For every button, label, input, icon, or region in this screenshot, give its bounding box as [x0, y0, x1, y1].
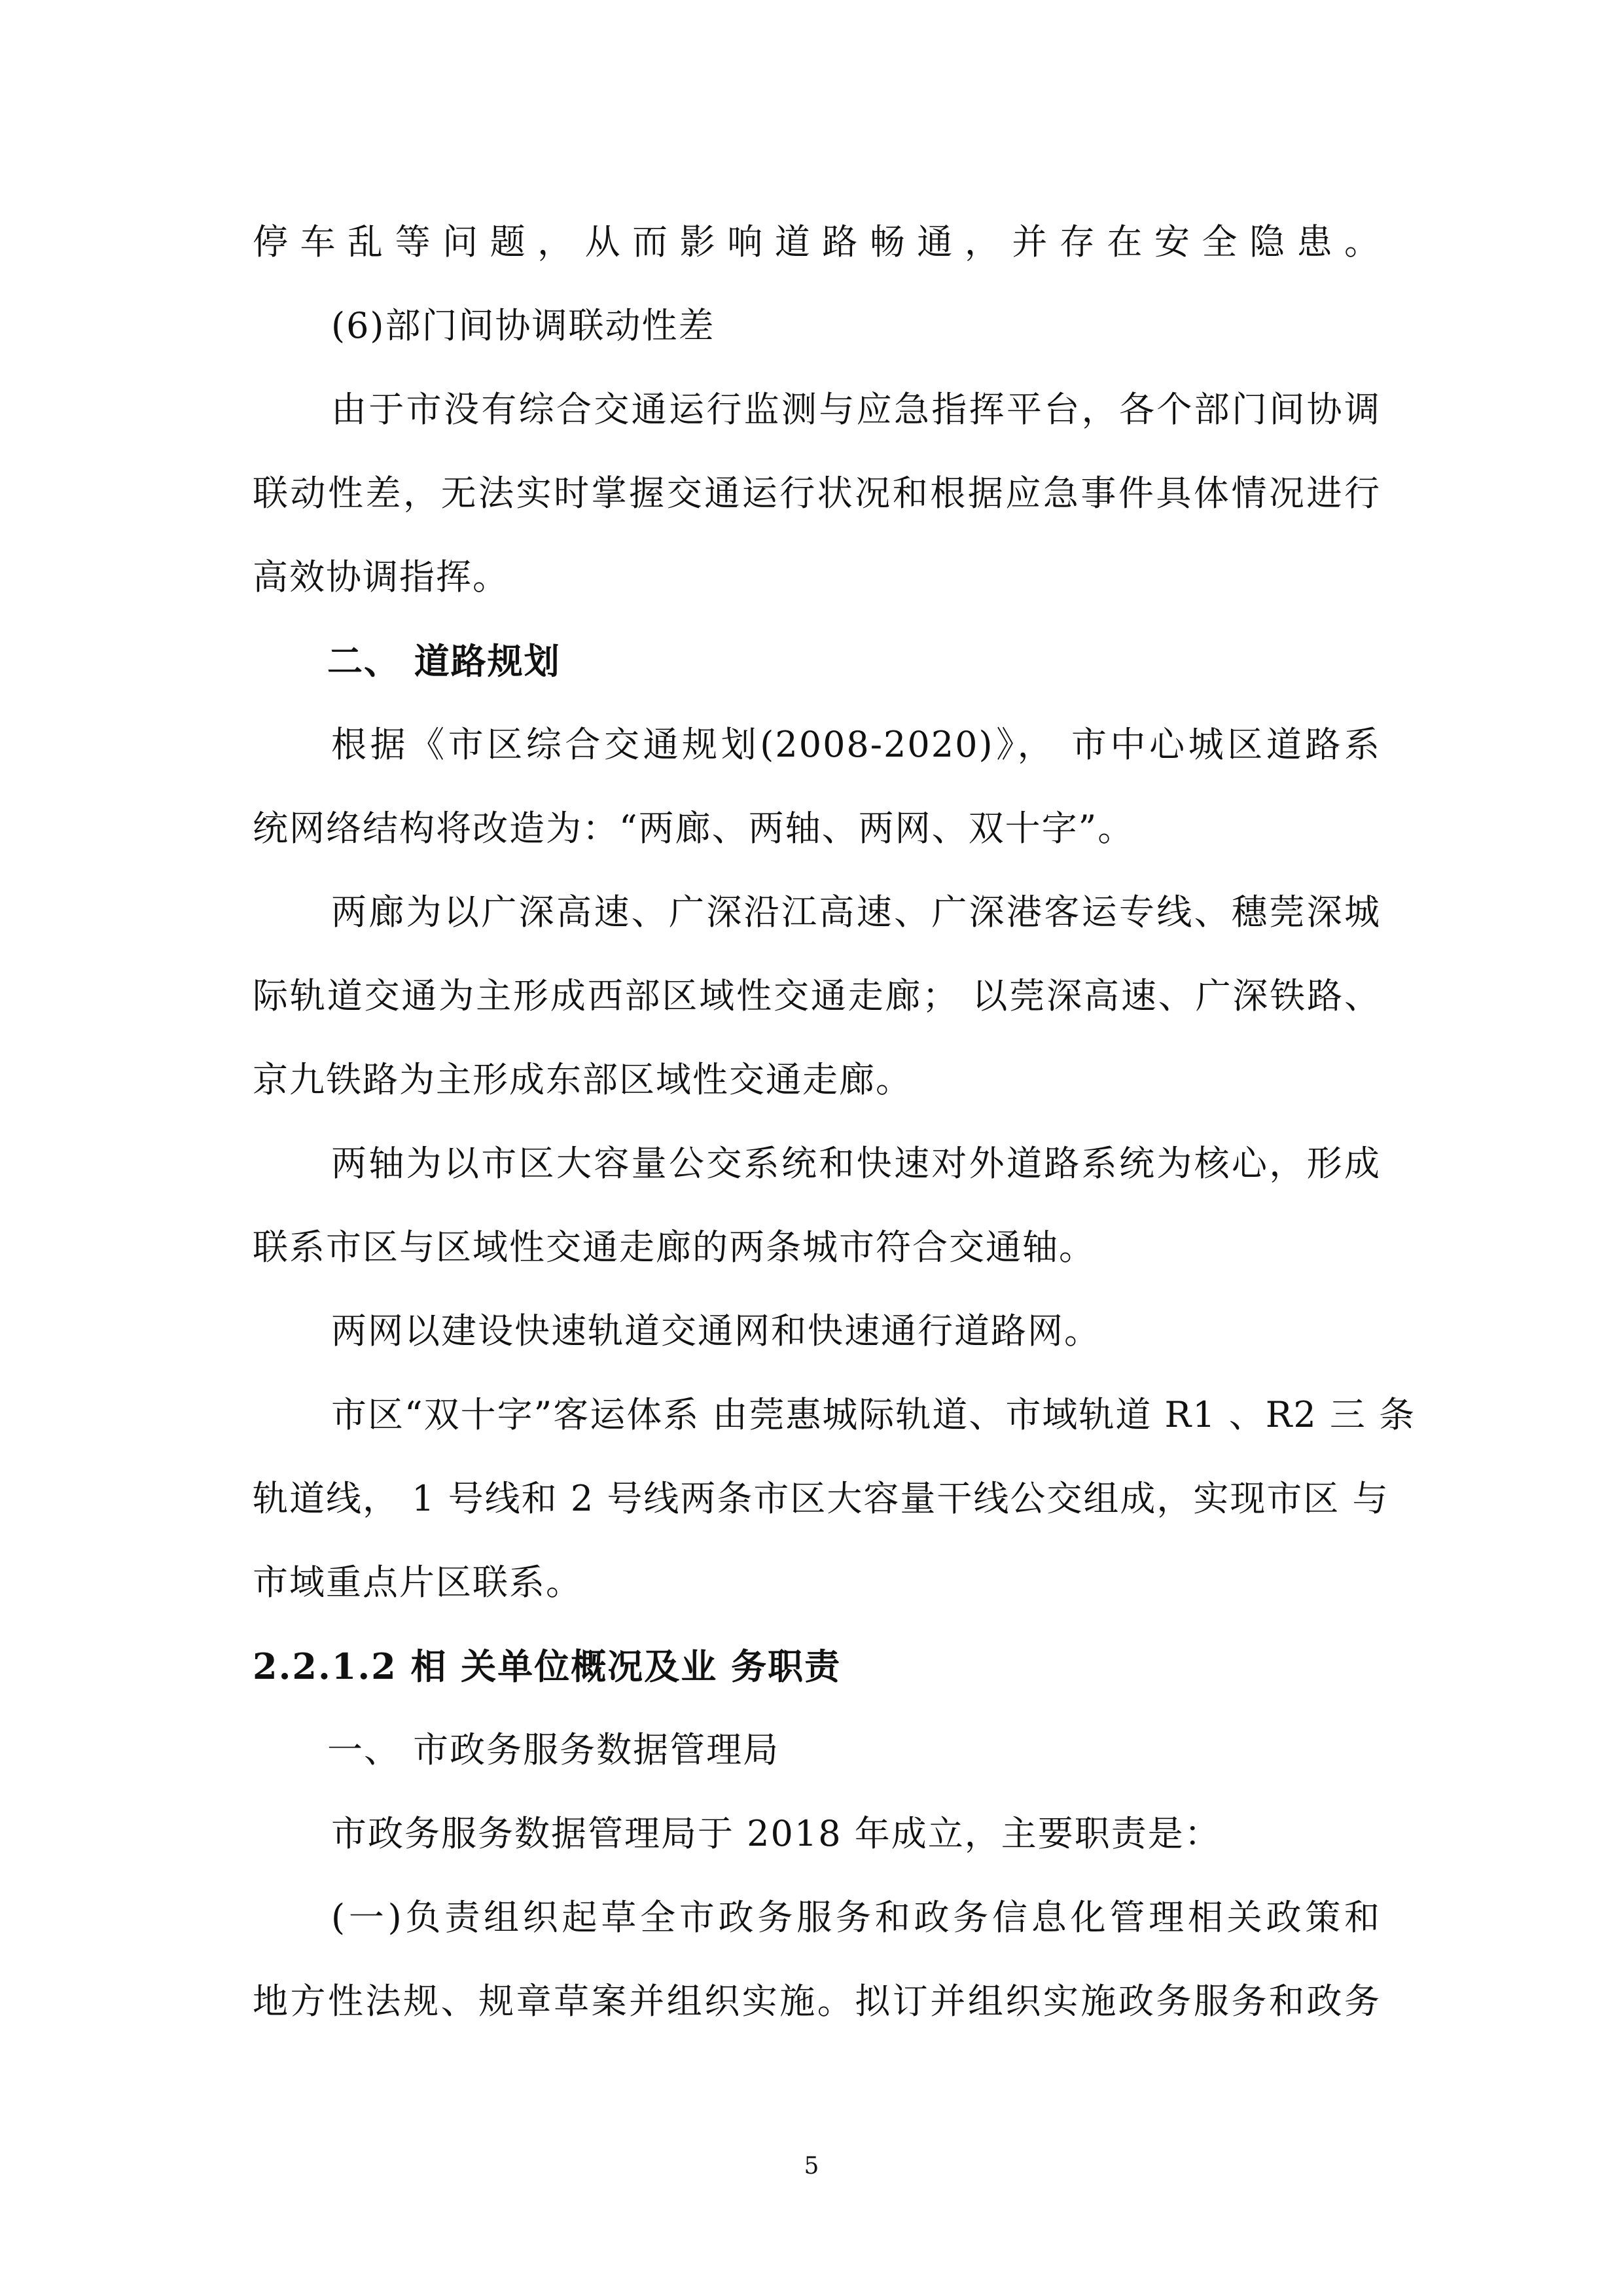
paragraph-line: 际轨道交通为主形成西部区域性交通走廊； 以莞深高速、广深铁路、 [253, 975, 1381, 1016]
paragraph-line: 由于市没有综合交通运行监测与应急指挥平台，各个部门间协调 [331, 389, 1381, 430]
paragraph-line: 京九铁路为主形成东部区域性交通走廊。 [253, 1059, 912, 1100]
paragraph-line: 市政务服务数据管理局于 2018 年成立，主要职责是： [331, 1813, 1221, 1854]
paragraph-line: 市域重点片区联系。 [253, 1562, 582, 1603]
section-subheading: 一、 市政务服务数据管理局 [327, 1729, 780, 1770]
paragraph-line: 两廊为以广深高速、广深沿江高速、广深港客运专线、穗莞深城 [331, 891, 1381, 933]
paragraph-line: 统网络结构将改造为：“两廊、两轴、两网、双十字”。 [253, 808, 1135, 849]
paragraph-line: 联系市区与区域性交通走廊的两条城市符合交通轴。 [253, 1227, 1096, 1268]
section-heading: 二、 道路规划 [327, 640, 561, 682]
section-heading-numbered: 2.2.1.2 相 关单位概况及业 务职责 [253, 1645, 842, 1687]
section-subheading: (6)部门间协调联动性差 [331, 305, 715, 346]
paragraph-line: 两网以建设快速轨道交通网和快速通行道路网。 [331, 1310, 1101, 1352]
paragraph-line: 地方性法规、规章草案并组织实施。拟订并组织实施政务服务和政务 [253, 1981, 1381, 2022]
paragraph-line: (一)负责组织起草全市政务服务和政务信息化管理相关政策和 [331, 1897, 1381, 1938]
paragraph-line: 联动性差，无法实时掌握交通运行状况和根据应急事件具体情况进行 [253, 473, 1381, 514]
paragraph-line: 停车乱等问题，从而影响道路畅通，并存在安全隐患。 [253, 221, 1381, 262]
page-number: 5 [804, 2153, 819, 2179]
paragraph-line: 高效协调指挥。 [253, 556, 509, 598]
paragraph-line: 两轴为以市区大容量公交系统和快速对外道路系统为核心，形成 [331, 1143, 1381, 1184]
paragraph-line: 市区“双十字”客运体系 由莞惠城际轨道、市域轨道 R1 、R2 三 条 [331, 1394, 1416, 1435]
paragraph-line: 根据《市区综合交通规划(2008-2020)》， 市中心城区道路系 [331, 724, 1381, 765]
paragraph-line: 轨道线， 1 号线和 2 号线两条市区大容量干线公交组成，实现市区 与 [253, 1478, 1389, 1519]
